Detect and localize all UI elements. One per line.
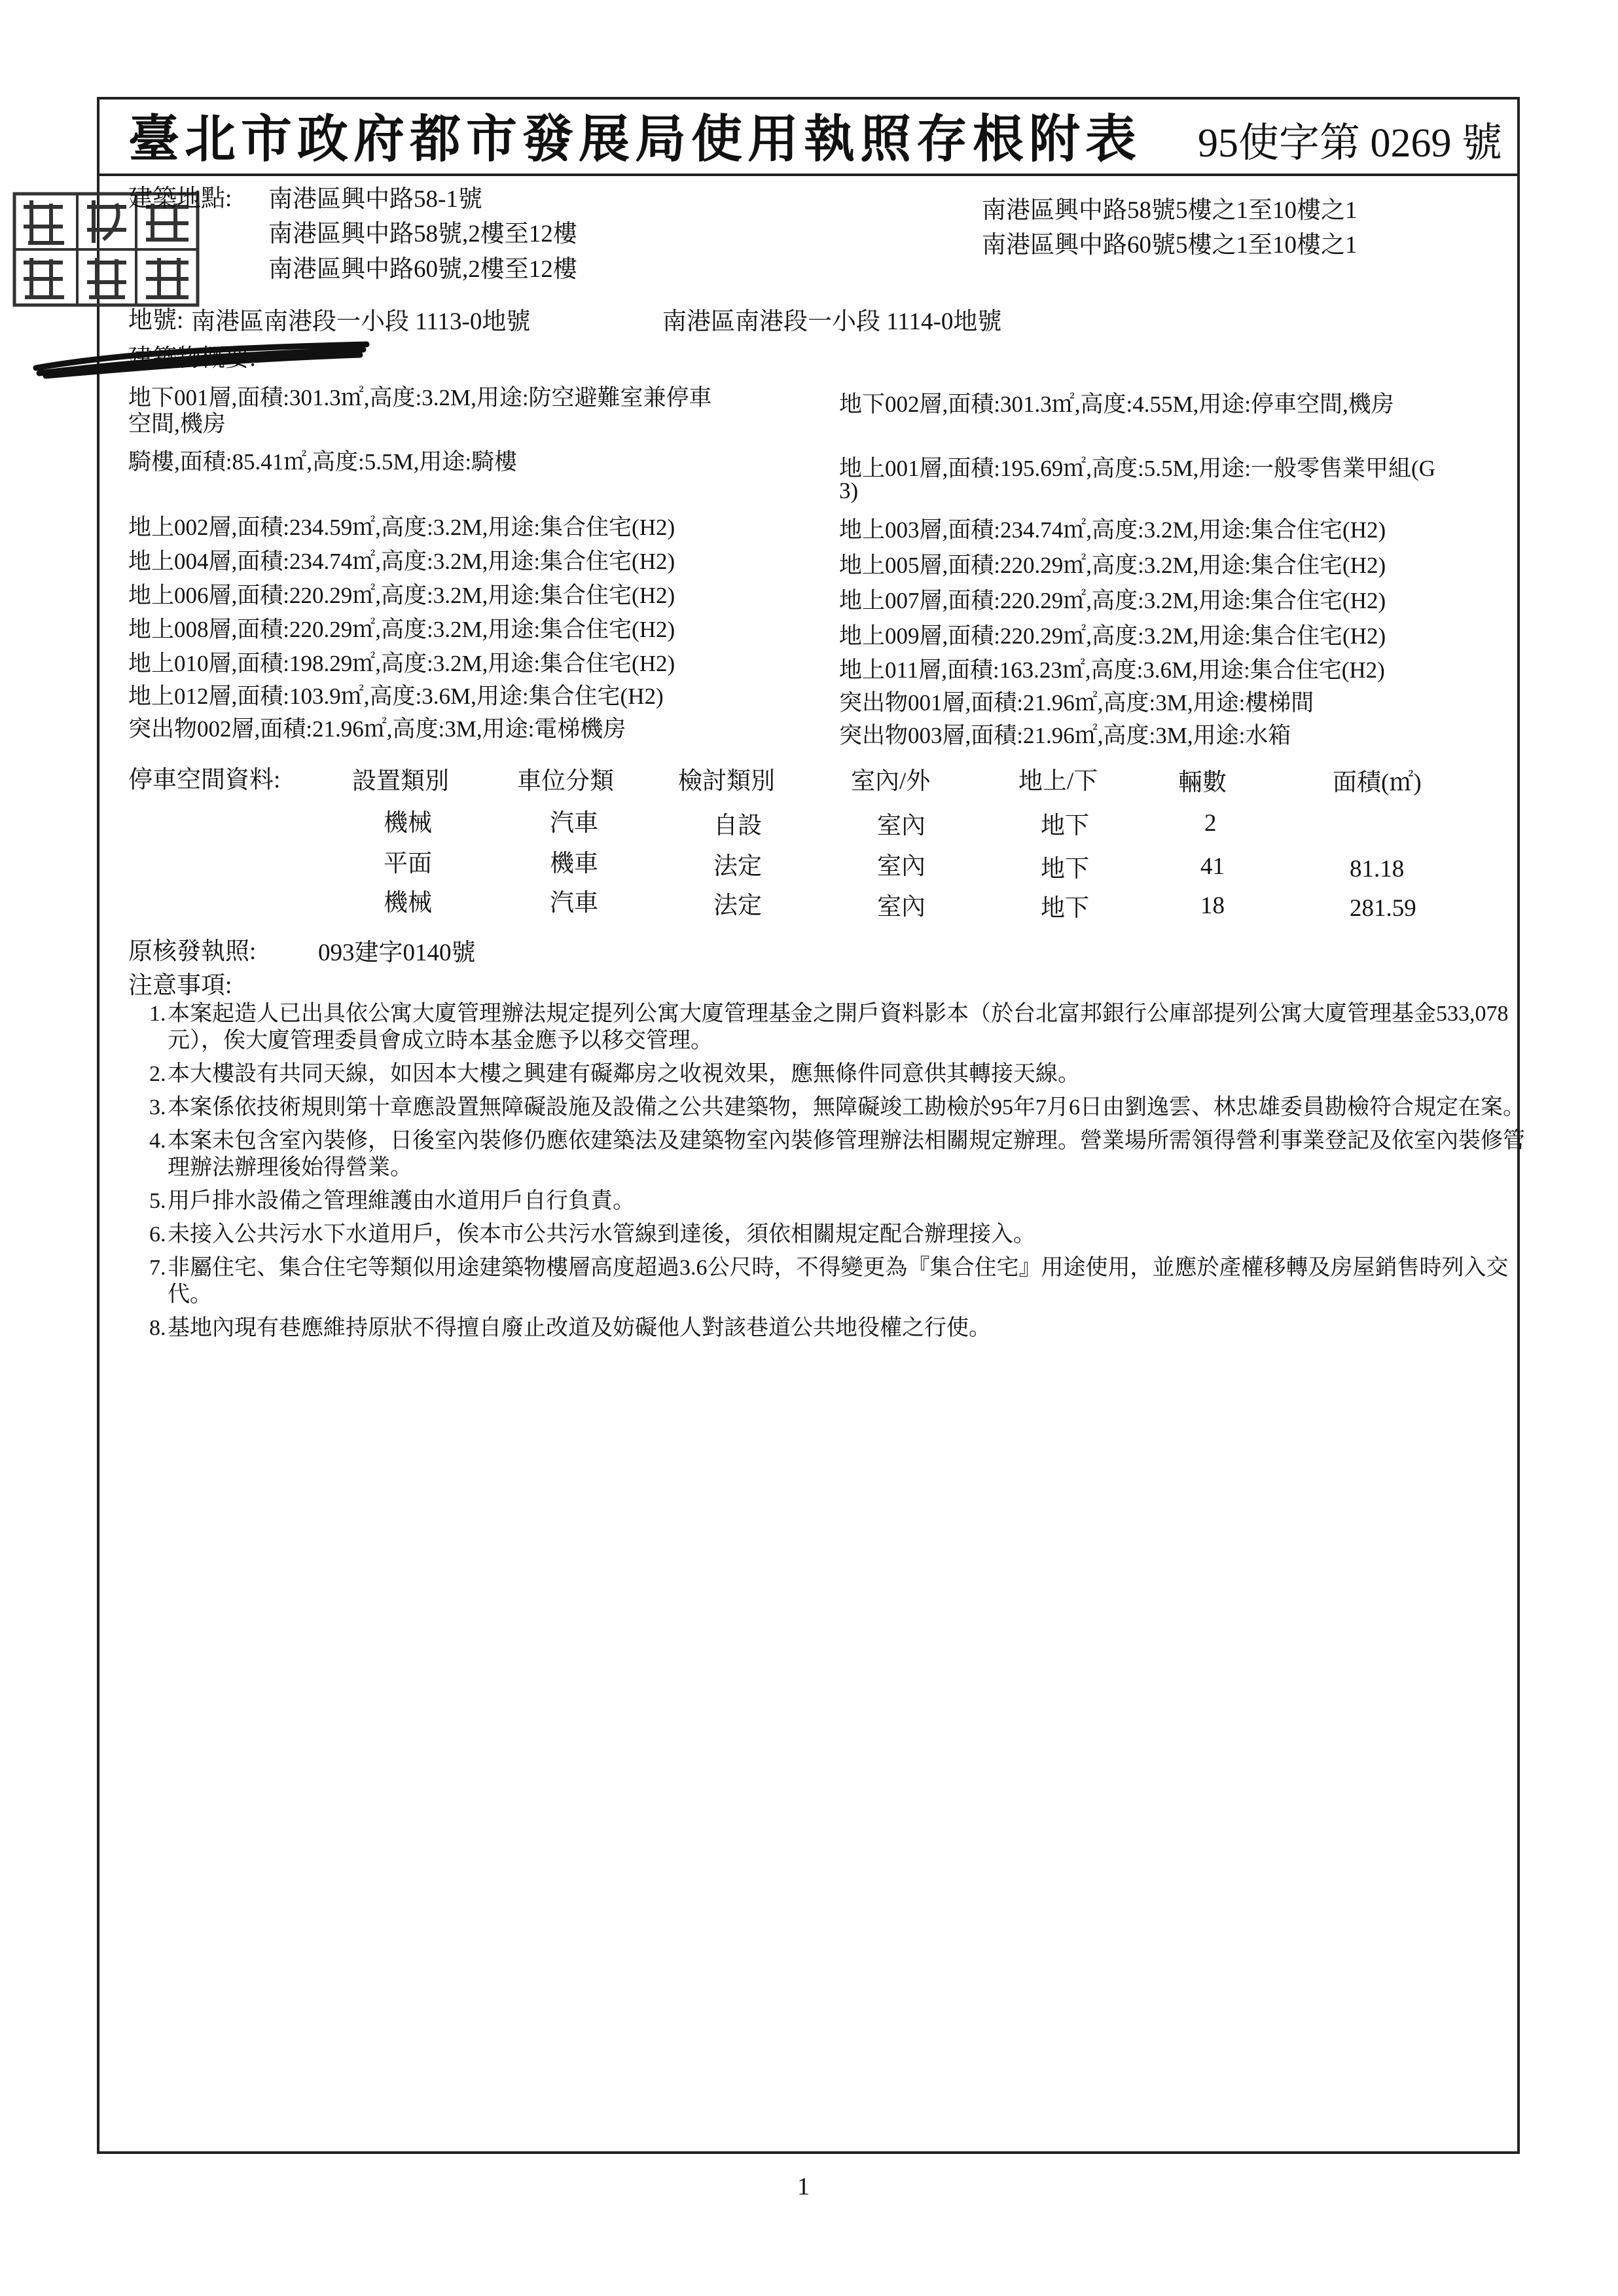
parking-header: 地上/下 (1018, 768, 1098, 795)
original-license-label: 原核發執照: (128, 938, 257, 965)
document-title: 臺北市政府都市發展局使用執照存根附表 (128, 109, 1142, 169)
building-overview-label: 建築物概要: (128, 345, 257, 372)
address-label: 建築地點: (128, 185, 232, 212)
land-number-label: 地號: (128, 307, 184, 334)
notes-list (149, 1000, 1530, 1348)
note-item: 6. 未接入公共污水下水道用戶，俟本市公共污水管線到達後，須依相關規定配合辦理接入。 (149, 1222, 1035, 1247)
floor-entry: 地下001層,面積:301.3㎡,高度:3.2M,用途:防空避難室兼停車 (128, 385, 712, 410)
parking-cell: 自設 (713, 812, 762, 839)
floor-entry: 突出物003層,面積:21.96㎡,高度:3M,用途:水箱 (839, 723, 1291, 748)
note-item: 7. 非屬住宅、集合住宅等類似用途建築物樓層高度超過3.6公尺時，不得變更為『集合住宅』用途使用，並應於產權移轉及房屋銷售時列入交代。 (149, 1256, 1509, 1307)
floor-entry: 地上001層,面積:195.69㎡,高度:5.5M,用途:一般零售業甲組(G (839, 456, 1435, 481)
floor-entry: 地上007層,面積:220.29㎡,高度:3.2M,用途:集合住宅(H2) (839, 588, 1386, 613)
floor-entry: 地上012層,面積:103.9㎡,高度:3.6M,用途:集合住宅(H2) (128, 683, 664, 709)
address-line: 南港區興中路58號5樓之1至10樓之1 (982, 197, 1357, 224)
floor-entry: 地上005層,面積:220.29㎡,高度:3.2M,用途:集合住宅(H2) (839, 553, 1386, 578)
floor-entry: 地上009層,面積:220.29㎡,高度:3.2M,用途:集合住宅(H2) (839, 623, 1386, 649)
note-item: 1. 本案起造人已出具依公寓大廈管理辦法規定提列公寓大廈管理基金之開戶資料影本（於台北富邦銀行公庫部提列公寓大廈管理基金533,078元），俟大廈管理委員會成立時本基金應予以移交管理。 (149, 1002, 1509, 1053)
address-line: 南港區興中路60號5樓之1至10樓之1 (982, 232, 1357, 259)
note-item: 5. 用戶排水設備之管理維護由水道用戶自行負責。 (149, 1189, 635, 1213)
floor-entry: 空間,機房 (128, 411, 226, 437)
title-separator (97, 173, 1520, 176)
land-number-left: 南港區南港段一小段 1113-0地號 (191, 308, 531, 335)
parking-cell: 41 (1200, 853, 1225, 880)
floor-entry: 地上003層,面積:234.74㎡,高度:3.2M,用途:集合住宅(H2) (839, 517, 1386, 543)
page-number: 1 (797, 2173, 810, 2200)
parking-cell: 2 (1204, 810, 1217, 837)
parking-cell: 281.59 (1350, 895, 1416, 922)
parking-label: 停車空間資料: (128, 767, 281, 793)
address-line: 南港區興中路58號,2樓至12樓 (268, 221, 577, 247)
note-item: 4. 本案未包含室內裝修，日後室內裝修仍應依建築法及建築物室內裝修管理辦法相關規定辦理。營業場所需領得營利事業登記及依室內裝修管理辦法辦理後始得營業。 (149, 1129, 1525, 1180)
floor-entry: 突出物002層,面積:21.96㎡,高度:3M,用途:電梯機房 (128, 716, 626, 742)
original-license-value: 093建字0140號 (318, 939, 476, 966)
floor-entry: 地上002層,面積:234.59㎡,高度:3.2M,用途:集合住宅(H2) (128, 515, 675, 540)
parking-header: 輛數 (1178, 769, 1227, 796)
parking-cell: 18 (1200, 892, 1225, 919)
note-item: 8. 基地內現有巷應維持原狀不得擅自廢止改道及妨礙他人對該巷道公共地役權之行使。 (149, 1316, 991, 1340)
parking-cell: 汽車 (550, 810, 598, 837)
parking-cell: 法定 (713, 853, 762, 880)
land-number-right: 南港區南港段一小段 1114-0地號 (662, 308, 1002, 335)
floor-entry: 突出物001層,面積:21.96㎡,高度:3M,用途:樓梯間 (839, 690, 1314, 716)
parking-cell: 機械 (384, 890, 432, 917)
parking-cell: 室內 (877, 853, 926, 880)
floor-entry: 3) (839, 478, 859, 503)
floor-entry: 地上008層,面積:220.29㎡,高度:3.2M,用途:集合住宅(H2) (128, 617, 675, 642)
note-item: 2. 本大樓設有共同天線，如因本大樓之興建有礙鄰房之收視效果，應無條件同意供其轉接天線。 (149, 1062, 1080, 1086)
parking-cell: 室內 (877, 894, 926, 920)
parking-cell: 法定 (713, 892, 762, 919)
address-line: 南港區興中路60號,2樓至12樓 (268, 256, 577, 283)
parking-header: 室內/外 (851, 768, 931, 795)
note-item: 3. 本案係依技術規則第十章應設置無障礙設施及設備之公共建築物，無障礙竣工勘檢於95年7月6日由劉逸雲、林忠雄委員勘檢符合規定在案。 (149, 1095, 1525, 1120)
floor-entry: 地上011層,面積:163.23㎡,高度:3.6M,用途:集合住宅(H2) (839, 657, 1385, 683)
parking-cell: 機械 (384, 810, 432, 837)
parking-cell: 81.18 (1350, 856, 1405, 883)
parking-cell: 地下 (1041, 812, 1089, 839)
parking-cell: 平面 (384, 850, 432, 877)
parking-cell: 地下 (1041, 895, 1089, 922)
parking-cell: 室內 (877, 812, 926, 839)
parking-header: 設置類別 (352, 768, 449, 795)
parking-header: 檢討類別 (678, 768, 775, 795)
parking-cell: 機車 (550, 850, 598, 877)
address-line: 南港區興中路58-1號 (268, 186, 482, 213)
floor-entry: 騎樓,面積:85.41㎡,高度:5.5M,用途:騎樓 (128, 449, 518, 475)
floor-entry: 地上006層,面積:220.29㎡,高度:3.2M,用途:集合住宅(H2) (128, 583, 675, 608)
permit-number: 95使字第 0269 號 (1198, 121, 1503, 166)
parking-cell: 地下 (1041, 856, 1089, 883)
parking-header: 車位分類 (517, 768, 614, 795)
floor-entry: 地上004層,面積:234.74㎡,高度:3.2M,用途:集合住宅(H2) (128, 549, 675, 574)
parking-header: 面積(㎡) (1333, 769, 1422, 796)
notes-label: 注意事項: (128, 972, 232, 999)
parking-cell: 汽車 (550, 890, 598, 917)
floor-entry: 地下002層,面積:301.3㎡,高度:4.55M,用途:停車空間,機房 (839, 392, 1394, 417)
floor-entry: 地上010層,面積:198.29㎡,高度:3.2M,用途:集合住宅(H2) (128, 651, 675, 676)
